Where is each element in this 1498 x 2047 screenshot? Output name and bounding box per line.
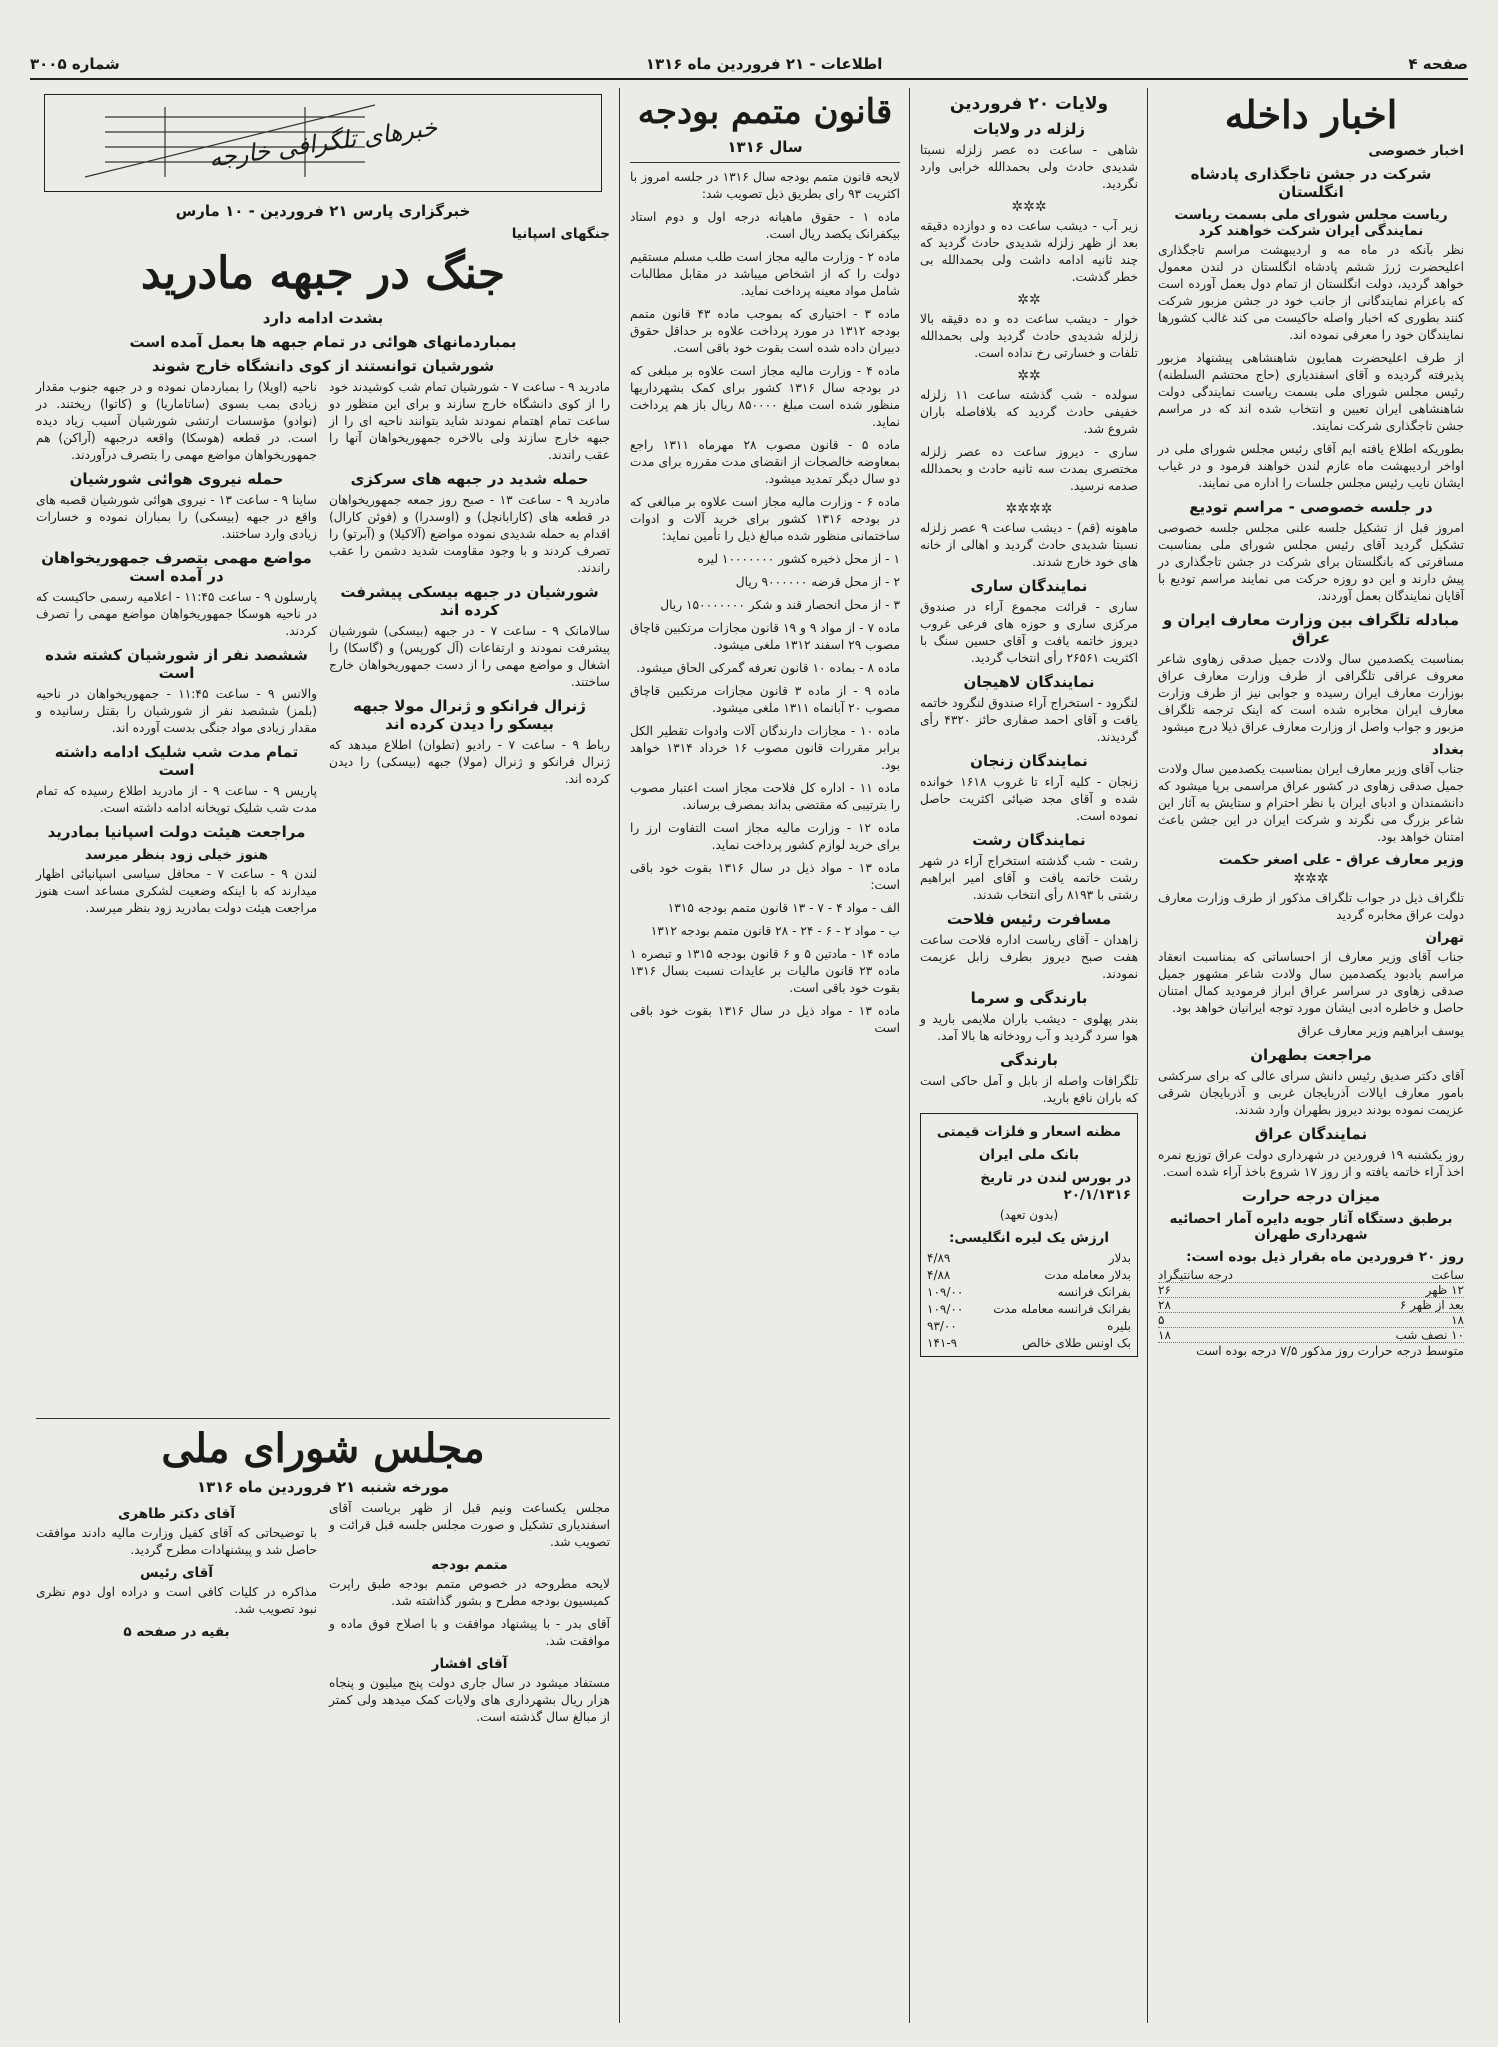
subheadline: بمباردمانهای هوائی در تمام جبهه ها بعمل آمده است [129,333,517,351]
article-paragraph: سولده - شب گذشته ساعت ۱۱ زلزله خفیفی حادث گردید که بلافاصله باران شروع شد. [920,388,1138,436]
headline: متمم بودجه [431,1557,508,1573]
headline: شرکت در جشن تاجگذاری پادشاه انگلستان [1190,165,1432,201]
law-article: ماده ۱۱ - اداره کل فلاحت مجاز است اعتبار مصوب را بترتیبی که مقتضی بداند بمصرف برساند. [630,781,900,812]
headline: مواضع مهمی بتصرف جمهوریخواهان در آمده است [41,549,312,585]
ornament-icon: ✲✲ [1017,292,1041,308]
table-row: ۱۰ نصف شب ۱۸ [1158,1328,1464,1342]
two-column-block [36,1500,610,1732]
subheadline: برطبق دستگاه آثار جویه دایره آمار احصائیه شهرداری طهران [1169,1211,1453,1243]
article-paragraph: لنگرود - استخراج آراء صندوق لنگرود خاتمه یافت و آقای احمد صفاری حائز ۴۳۲۰ رأی گردیدند. [920,696,1138,744]
article-paragraph: زیر آب - دیشب ساعت ده و دوازده دقیقه بعد از ظهر زلزله شدیدی حادث گردید که چند ثانیه ادامه داشت ولی بحمدالله بی خطر گذشت. [920,219,1138,284]
headline: نمایندگان زنجان [970,752,1088,770]
law-article: ماده ۵ - قانون مصوب ۲۸ مهرماه ۱۳۱۱ راجع بمعاوضه خالصجات از انقضای مدت مقرره برای مدت دو سال دیگر تمدید میشود. [630,438,900,486]
law-article: ماده ۱ - حقوق ماهیانه درجه اول و دوم استاد بیکفرانک یکصد ریال است. [630,210,900,241]
article-paragraph: بندر پهلوی - دیشب باران ملایمی بارید و هوا سرد گردید و آب رودخانه ها بالا آمد. [920,1012,1138,1043]
headline: میزان درجه حرارت [1241,1187,1381,1205]
headline: در جلسه خصوصی - مراسم تودیع [1189,498,1433,516]
headline: نمایندگان عراق [1254,1125,1368,1143]
market-bank: بانک ملی ایران [978,1147,1080,1163]
article-paragraph: مادرید ۹ - ساعت ۱۳ - صبح روز جمعه جمهوریخواهان در قطعه های (کارابانچل) و (اوسدرا) و (فوئن کارال) اقدام به حمله شدیدی نموده مواضع (آلاکیلا) و (آبرتو) را تصرف کردند و با وجود مقاومت شدید دشمن را عقب راندند. [329,493,611,575]
law-article: ۱ - از محل ذخیره کشور ۱۰۰۰۰۰۰۰ لیره [697,552,900,566]
article-paragraph: با توضیحاتی که آقای کفیل وزارت مالیه دادند موافقت حاصل شد و پیشنهادات مطرح گردید. [36,1526,317,1557]
section-title: اخبار داخله [1224,92,1398,137]
law-article: ماده ۹ - از ماده ۳ قانون مجازات مرتکبین قاچاق مصوب ۲۰ آبانماه ۱۳۱۱ ملغی میشود. [630,684,900,715]
table-header: ساعت درجه سانتیگراد [1158,1268,1464,1282]
article-paragraph: آقای بدر - با پیشنهاد موافقت و با اصلاح فوق ماده و موافقت شد. [329,1617,610,1648]
headline: شورشیان در جبهه بیسکی پیشرفت کرده اند [340,583,599,619]
headline: نمایندگان ساری [970,577,1088,595]
article-paragraph: ناحیه (اویلا) را بمباردمان نموده و در جبهه جنوب مقدار زیادی بمب بسوی (ساتاماریا) و (کاتوا) ریختند. در (نوادو) مؤسسات ارتشی شورشیان آسیب زیاد دیده است. در قطعه (هوسکا) واقعه درجبهه (آراکن) هم جمهوریخواهان مواضع مهمی را بتصرف درآوردند. [36,380,317,462]
headline: ژنرال فرانکو و ژنرال مولا جبهه بیسکو را دیدن کرده اند [353,697,586,733]
table-row: بک اونس طلای خالص ۱۴۱-۹ [927,1336,1131,1350]
table-row: بدلار معامله مدت ۴/۸۸ [927,1268,1131,1282]
section-label: جنگهای اسپانیا [511,226,610,242]
subtitle: سال ۱۳۱۶ [727,138,803,156]
article-paragraph: بمناسبت یکصدمین سال ولادت جمیل صدقی زهاوی شاعر معروف عراقی تلگرافی از طرف وزارت معارف عراق بوزارت معارف ایران رسیده و جوابی نیز از طرف وزارت معارف ایران مخابره شده است که اینک ترجمه تلگراف مزبور و جواب واصل از وزارت معارف عراق ذیلا درج میشود [1158,652,1464,734]
temperature-table [1158,1249,1464,1360]
law-article: ماده ۱۴ - مادتین ۵ و ۶ قانون بودجه ۱۳۱۵ و تبصره ۱ ماده ۲۳ قانون مالیات بر عایدات نسبت بسال ۱۳۱۶ بقوت خود باقی است. [630,947,900,995]
article-paragraph: جناب آقای وزیر معارف ایران بمناسبت یکصدمین سال ولادت جمیل صدقی زهاوی در کشور عراق مراسمی برپا میشود که دانشمندان و ادبای ایران با نظر احترام و ستایش به آثار این شاعر بزرگ می نگرند و شرکت ایران در این جشن باعث امتنان خواهد بود. [1158,762,1464,844]
subcolumn [329,379,610,923]
market-title: مظنه اسعار و فلزات قیمتی [936,1124,1122,1140]
article-paragraph: لایحه قانون متمم بودجه سال ۱۳۱۶ در جلسه امروز با اکثریت ۹۳ رای بطریق ذیل تصویب شد: [630,170,900,201]
article-paragraph: آقای دکتر صدیق رئیس دانش سرای عالی که برای سرکشی بامور معارف ایالات آذربایجان غربی و آذربایجان شرقی عزیمت نموده بودند دیروز بطهران وارد شدند. [1158,1069,1464,1117]
article-paragraph: مادرید ۹ - ساعت ۷ - شورشیان تمام شب کوشیدند خود را از کوی دانشگاه خارج سازند و برای این منظور دو ساعت تمام اهتمام نمودند شاید بتوانند ناحیه ای را از جبهه خارج سازند ولی بالاخره جمهوریخواهان آنها را عقب راندند. [329,380,611,462]
article-paragraph: از طرف اعلیحضرت همایون شاهنشاهی پیشنهاد مزبور پذیرفته گردیده و آقای اسفندیاری (حاج محتشم السلطنه) رئیس مجلس شورای ملی بسمت ریاست نمایندگی دولت شاهنشاهی ایران تعیین و انتخاب شده اند که در مراسم جشن تاجگذاری شرکت نمایند. [1158,351,1464,433]
banner-title: خبرهای تلگرافی خارجه [207,113,439,173]
column-domestic-news [1152,88,1470,2023]
law-article: ماده ۱۳ - مواد ذیل در سال ۱۳۱۶ بقوت خود باقی است: [630,861,901,892]
subheadline: شورشیان توانستند از کوی دانشگاه خارج شوند [151,357,495,375]
subheadline: هنوز خیلی زود بنظر میرسد [85,847,268,863]
article-paragraph: رباط ۹ - ساعت ۷ - رادیو (تطوان) اطلاع میدهد که ژنرال فرانکو و ژنرال (مولا) جبهه (بیسکی) را دیدن کرده اند. [329,738,610,786]
article-paragraph: والانس ۹ - ساعت ۱۱:۴۵ - جمهوریخواهان در ناحیه (بلمز) ششصد نفر از شورشیان را بقتل رسانیده و مقدار زیادی مواد جنگی بدست آورده اند. [36,687,318,735]
page-header [30,50,1468,80]
law-article: ماده ۳ - اختیاری که بموجب ماده ۴۳ قانون متمم بودجه ۱۳۱۲ در مورد پرداخت علاوه بر حداقل حقوق دبیران داده شده است بقوت خود باقی است. [630,307,900,355]
two-column-block [36,379,610,923]
table-row: بلیره ۹۳/۰۰ [927,1319,1131,1333]
article-paragraph: زاهدان - آقای ریاست اداره فلاحت ساعت هفت صبح دیروز بطرف زابل عزیمت نمودند. [920,933,1138,981]
dateline: بغداد [1431,742,1464,758]
article-paragraph: تلگراف ذیل در جواب تلگراف مذکور از طرف وزارت معارف دولت عراق مخابره گردید [1158,891,1464,922]
column-foreign-news [30,88,616,1407]
table-row: ۱۲ ظهر ۲۶ [1158,1283,1464,1297]
article-paragraph: نظر بآنکه در ماه مه و اردیبهشت مراسم تاجگذاری اعلیحضرت ژرژ ششم پادشاه انگلستان در لندن معمول خواهد گردید، دولت انگلستان از تمام دول بعمل آورده است که باعزام نمایندگانی از جانب خود در جشن مزبور شرکت کنند بطوری که اخبار واصله حاکیست می کند غالب کشورها نمایندگان خود را معرفی نموده اند. [1158,243,1464,342]
law-article: ماده ۶ - وزارت مالیه مجاز است علاوه بر مبالغی که در بودجه ۱۳۱۶ کشور برای خرید آلات و ادوات ساختمانی منظور شده مبالغ ذیل را تأمین نماید: [630,495,900,543]
headline: مبادله تلگراف بین وزارت معارف ایران و عراق [1162,611,1460,647]
column-provinces [914,88,1144,2023]
law-article: ماده ۷ - از مواد ۹ و ۱۹ قانون مجازات مرتکبین قاچاق مصوب ۲۹ اسفند ۱۳۱۲ ملغی میشود. [630,621,901,652]
column-budget-law [624,88,906,2023]
headline: نمایندگان لاهیجان [963,673,1095,691]
table-row: بفرانک فرانسه ۱۰۹/۰۰ [927,1285,1131,1299]
column-divider [1147,88,1148,2023]
article-paragraph: امروز قبل از تشکیل جلسه علنی مجلس جلسه خصوصی تشکیل گردید آقای رئیس مجلس شورای ملی بمناسبت مسافرتی که بانگلستان برای شرکت در جشن تاجگذاری در پیش دارند و این دو روزه حرکت می نمایند مراسم تودیع با آقایان نمایندگان بعمل آوردند. [1158,521,1464,603]
article-paragraph: ساری - قرائت مجموع آراء در صندوق مرکزی ساری و حوزه های فرعی غروب دیروز خاتمه یافت و آقای حسین سنگ با اکثریت ۲۶۵۶۱ رأی انتخاب گردید. [920,600,1138,665]
law-article: الف - مواد ۴ - ۷ - ۱۳ قانون متمم بودجه ۱۳۱۵ [667,901,900,915]
law-article: ماده ۸ - بماده ۱۰ قانون تعرفه گمرکی الحاق میشود. [636,661,900,675]
main-headline: جنگ در جبهه مادرید [140,248,506,299]
article-paragraph: ساینا ۹ - ساعت ۱۳ - نیروی هوائی شورشیان قصبه های واقع در جبهه (بیسکی) را بمباران نموده و خسارات زیادی وارد ساختند. [36,493,317,541]
headline: حمله نیروی هوائی شورشیان [69,470,284,488]
article-paragraph: زنجان - کلیه آراء تا غروب ۱۶۱۸ خوانده شده و آقای مجد ضیائی اکثریت حاصل نموده است. [920,775,1138,823]
speaker: آقای افشار [431,1656,508,1672]
subcolumn [36,379,317,923]
headline: تمام مدت شب شلیک ادامه داشته است [54,743,299,779]
law-article: ماده ۱۳ - مواد ذیل در سال ۱۳۱۶ بقوت خود باقی است [630,1004,901,1035]
article-paragraph: مذاکره در کلیات کافی است و دراده اول دوم نظری نبود تصویب شد. [36,1585,317,1616]
section-title: قانون متمم بودجه [637,92,893,132]
section-title: مجلس شورای ملی [161,1425,485,1472]
headline: بارندگی [999,1051,1059,1069]
temperature-intro: روز ۲۰ فروردین ماه بقرار ذیل بوده است: [1186,1249,1464,1265]
column-divider [909,88,910,2023]
headline: مسافرت رئیس فلاحت [946,910,1112,928]
subcolumn [329,1500,610,1732]
law-article: ۳ - از محل انحصار قند و شکر ۱۵۰۰۰۰۰۰۰ ریال [660,598,900,612]
page-number: صفحه ۴ [1408,55,1468,73]
table-row: بدلار ۴/۸۹ [927,1251,1131,1265]
article-paragraph: بطوریکه اطلاع یافته ایم آقای رئیس مجلس شورای ملی در اواخر اردیبهشت ماه عازم لندن خواهند فرمود و در غیاب ایشان نایب رئیس مجلس جلسات را اداره می نمایند. [1158,442,1464,490]
subcolumn [36,1500,317,1732]
law-article: ماده ۱۲ - وزارت مالیه مجاز است التفاوت ارز را برای خرید لوازم کشور پرداخت نماید. [630,821,900,852]
table-footer: متوسط درجه حرارت روز مذکور ۷/۵ درجه بوده است [1196,1344,1464,1358]
market-date: در بورس لندن در تاریخ ۲۰/۱/۱۳۱۶ [980,1170,1131,1203]
law-article: ۲ - از محل قرضه ۹۰۰۰۰۰۰ ریال [735,575,900,589]
issue-number: شماره ۳۰۰۵ [30,55,120,73]
signature: یوسف ابراهیم وزیر معارف عراق [1297,1024,1464,1038]
article-paragraph: رشت - شب گذشته استخراج آراء در شهر رشت خاتمه یافت و آقای امیر ابراهیم رشتی با ۸۱۹۳ رأی انتخاب شدند. [920,854,1138,902]
divider [630,162,900,163]
subheadline: بشدت ادامه دارد [262,309,384,327]
article-paragraph: مجلس یکساعت ونیم قبل از ظهر بریاست آقای اسفندیاری تشکیل و صورت مجلس جلسه قبل قرائت و تصویب شد. [329,1501,610,1549]
dateline: تهران [1425,930,1464,946]
table-row: ۱۸ ۵ [1158,1313,1464,1327]
foreign-news-banner [44,94,602,192]
law-article: ب - مواد ۲ - ۶ - ۲۴ - ۲۸ قانون متمم بودجه ۱۳۱۲ [650,924,900,938]
article-paragraph: شاهی - ساعت ده عصر زلزله نسبتا شدیدی حادث ولی بحمدالله خرابی وارد نگردید. [920,143,1138,191]
speaker: آقای رئیس [139,1565,214,1581]
divider [36,1418,610,1419]
market-subtitle: ارزش یک لیره انگلیسی: [948,1230,1110,1246]
headline: زلزله در ولایات [973,120,1085,138]
law-article: ماده ۲ - وزارت مالیه مجاز است طلب مسلم مستقیم دولت را که از اشخاص میباشد در مقابل مطالبات شامل مواد معینه پرداخت نماید. [630,250,900,298]
law-article: ماده ۱۰ - مجازات دارندگان آلات وادوات تقطیر الکل برابر مقررات قانون مصوب ۱۶ خرداد ۱۳۱۴ خواهد بود. [630,724,900,772]
ornament-icon: ✲✲✲ [1293,871,1329,887]
article-paragraph: پاریس ۹ - ساعت ۹ - از مادرید اطلاع رسیده که تمام مدت شب شلیک توپخانه ادامه داشته است. [36,784,318,815]
table-row: بعد از ظهر ۶ ۲۸ [1158,1298,1464,1312]
market-note: (بدون تعهد) [999,1208,1059,1222]
headline: ششصد نفر از شورشیان کشته شده است [45,646,308,682]
article-paragraph: سالامانک ۹ - ساعت ۷ - در جبهه (بیسکی) شورشیان پیشرفت نمودند و ارتفاعات (آل کورپس) و (گاسکا) را اشغال و مواضع مهمی را از دست جمهوریخواهان خارج ساختند. [329,624,611,689]
article-paragraph: لندن ۹ - ساعت ۷ - محافل سیاسی اسپانیائی اظهار میدارند که با اینکه وضعیت لشکری مساعد است هنوز مراجعت هیئت دولت بمادرید زود بنظر میرسد. [36,867,317,915]
section-title: ولایات ۲۰ فروردین [949,94,1109,114]
ornament-icon: ✲✲ [1017,368,1041,384]
subheadline: ریاست مجلس شورای ملی بسمت ریاست نمایندگی ایران شرکت خواهند کرد [1174,207,1448,239]
exchange-rates-box [920,1113,1138,1357]
ornament-icon: ✲✲✲✲ [1005,501,1053,517]
article-paragraph: ماهونه (قم) - دیشب ساعت ۹ عصر زلزله نسبتا شدیدی حادث گردید و اهالی از خانه های خود خارج شدند. [920,521,1139,569]
article-paragraph: لایحه مطروحه در خصوص متمم بودجه طبق راپرت کمیسیون بودجه مطرح و بشور گذاشته شد. [329,1577,610,1608]
agency-line: خبرگزاری پارس ۲۱ فروردین - ۱۰ مارس [175,202,471,220]
subsection-title: اخبار خصوصی [1368,143,1464,159]
ornament-icon: ✲✲✲ [1011,199,1047,215]
column-divider [619,88,620,2023]
article-paragraph: پارسلون ۹ - ساعت ۱۱:۴۵ - اعلامیه رسمی حاکیست که در ناحیه هوسکا جمهوریخواهان مواضع مهمی را تصرف کردند. [36,590,318,638]
article-paragraph: خوار - دیشب ساعت ده و ده دقیقه بالا زلزله شدیدی حادث گردید ولی بحمدالله تلفات و خسارتی رخ نداده است. [920,312,1138,360]
law-article: ماده ۴ - وزارت مالیه مجاز است علاوه بر مبلغی که در بودجه سال ۱۳۱۶ کشور برای کمک بشهرداریها منظور شده است مبلغ ۸۵۰۰۰۰ ریال باز هم پرداخت نماید. [630,364,900,429]
parliament-section [30,1412,616,2023]
publication-date: اطلاعات - ۲۱ فروردین ماه ۱۳۱۶ [645,55,883,73]
article-paragraph: روز یکشنبه ۱۹ فروردین در شهرداری دولت عراق توزیع نمره اخذ آراء خاتمه یافته و از روز ۱۷ شروع باخذ آراء شده است. [1158,1148,1464,1179]
headline: مراجعت هیئت دولت اسپانیا بمادرید [47,823,306,841]
article-paragraph: مستفاد میشود در سال جاری دولت پنج میلیون و پنجاه هزار ریال بشهرداری های ولایات کمک میدهد ولی کمتر از مبالغ سال گذشته است. [329,1676,610,1724]
article-paragraph: تلگرافات واصله از بابل و آمل حاکی است که باران نافع بارید. [920,1074,1138,1105]
headline: بارندگی و سرما [970,989,1088,1007]
headline: نمایندگان رشت [972,831,1086,849]
table-row: بفرانک فرانسه معامله مدت ۱۰۹/۰۰ [927,1302,1131,1316]
signature: وزیر معارف عراق - علی اصغر حکمت [1218,852,1464,868]
speaker: آقای دکتر طاهری [118,1506,235,1522]
continued-note: بقیه در صفحه ۵ [123,1624,230,1640]
headline: حمله شدید در جبهه های سرکزی [350,470,589,488]
article-paragraph: ساری - دیروز ساعت ده عصر زلزله مختصری بمدت سه ثانیه حادث و بحمدالله صدمه نرسید. [920,445,1138,493]
headline: مراجعت بطهران [1250,1046,1372,1064]
article-paragraph: جناب آقای وزیر معارف از احساساتی که بمناسبت انعقاد مراسم یادبود یکصدمین سال ولادت شاعر مشهور جمیل صدقی زهاوی در سراسر عراق ابراز فرمودید کمال امتنان حاصل و خاطره ادبی ایشان مورد توجه ایرانیان خواهد بود. [1158,950,1464,1015]
session-date: مورخه شنبه ۲۱ فروردین ماه ۱۳۱۶ [196,1478,450,1496]
